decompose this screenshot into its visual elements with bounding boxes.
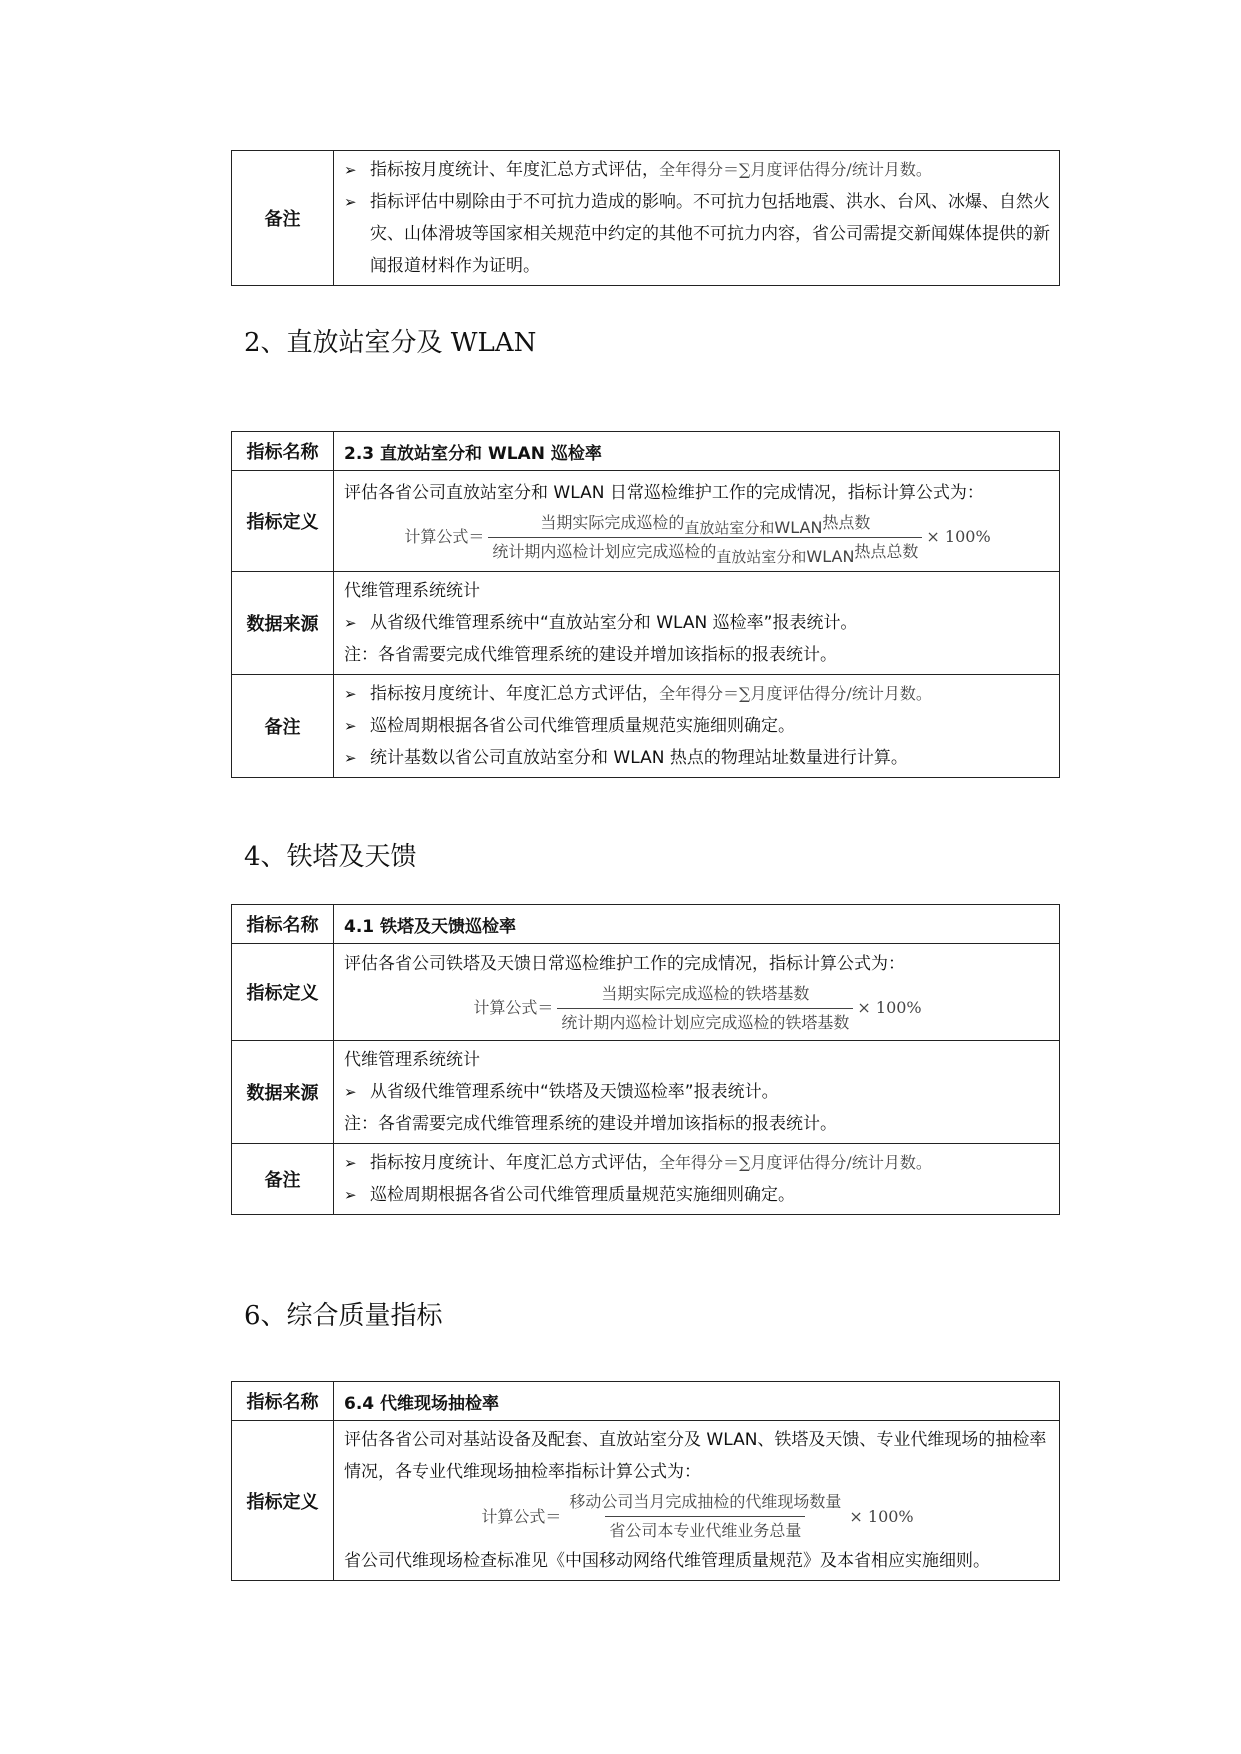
numerator-part: 当期实际完成巡检的	[540, 512, 685, 532]
fraction	[557, 980, 853, 1037]
indicator-name: 6.4 代维现场抽检率	[334, 1382, 1060, 1421]
source-system: 代维管理系统统计	[344, 1050, 480, 1070]
fraction-denominator: 省公司本专业代维业务总量	[605, 1516, 805, 1545]
row-label-name: 指标名称	[232, 432, 334, 471]
table-row	[232, 944, 1060, 1041]
definition-text: 评估各省公司直放站室分和 WLAN 日常巡检维护工作的完成情况，指标计算公式为：	[344, 482, 984, 503]
row-label-note: 备注	[232, 675, 334, 778]
inspection-cycle-text: 巡检周期根据各省公司代维管理质量规范实施细则确定。	[370, 1185, 795, 1205]
table-row	[232, 1382, 1060, 1421]
arrow-bullet-icon: ➢	[344, 749, 357, 767]
arrow-bullet-icon: ➢	[344, 685, 357, 703]
note-cell	[334, 1144, 1060, 1215]
source-report: 从省级代维管理系统中“直放站室分和 WLAN 巡检率”报表统计。	[370, 613, 858, 633]
table-row	[232, 1041, 1060, 1144]
statistic-base-text: 统计基数以省公司直放站室分和 WLAN 热点的物理站址数量进行计算。	[370, 748, 908, 768]
denominator-part: 直放站室分和	[716, 547, 807, 566]
force-majeure-text: 指标评估中剔除由于不可抗力造成的影响。不可抗力包括地震、洪水、台风、冰爆、自然火灾、山体滑坡等国家相关规范中约定的其他不可抗力内容，省公司需提交新闻媒体提供的新闻报道材料作为证明。	[370, 192, 1050, 276]
definition-text: 评估各省公司对基站设备及配套、直放站室分及 WLAN、铁塔及天馈、专业代维现场的抽检率情况，各专业代维现场抽检率指标计算公式为：	[344, 1430, 1047, 1482]
table-row	[232, 1144, 1060, 1215]
table-4-1	[231, 904, 1060, 1215]
formula-label: 计算公式＝	[481, 1506, 562, 1526]
list-item	[344, 678, 1051, 710]
row-label-source: 数据来源	[232, 572, 334, 675]
section-heading-4: 4、铁塔及天馈	[244, 842, 417, 872]
table-row	[232, 905, 1060, 944]
formula-multiplier: × 100%	[849, 1506, 914, 1526]
row-label-note: 备注	[232, 1144, 334, 1215]
source-cell	[334, 1041, 1060, 1144]
table-continued-note	[231, 150, 1060, 286]
table-row	[232, 572, 1060, 675]
eval-method-text: 指标按月度统计、年度汇总方式评估，	[370, 1153, 659, 1173]
list-item	[344, 1179, 1051, 1211]
table-row	[232, 432, 1060, 471]
section-heading-6: 6、综合质量指标	[244, 1301, 443, 1331]
section-heading-2: 2、直放站室分及 WLAN	[244, 328, 537, 358]
annual-score-formula: 全年得分＝∑月度评估得分/统计月数。	[659, 684, 932, 703]
fraction-numerator: 当期实际完成巡检的铁塔基数	[601, 983, 810, 1003]
fraction	[565, 1488, 845, 1545]
row-label-name: 指标名称	[232, 1382, 334, 1421]
table-row	[232, 151, 1060, 286]
inspection-cycle-text: 巡检周期根据各省公司代维管理质量规范实施细则确定。	[370, 716, 795, 736]
arrow-bullet-icon: ➢	[344, 1154, 357, 1172]
formula-multiplier: × 100%	[926, 527, 991, 546]
source-system: 代维管理系统统计	[344, 581, 480, 601]
list-item	[344, 186, 1051, 282]
arrow-bullet-icon: ➢	[344, 717, 357, 735]
definition-text: 评估各省公司铁塔及天馈日常巡检维护工作的完成情况，指标计算公式为：	[344, 953, 905, 974]
row-label-note: 备注	[232, 151, 334, 286]
row-label-definition: 指标定义	[232, 471, 334, 572]
note-cell	[334, 675, 1060, 778]
numerator-part: 热点数	[822, 512, 871, 532]
list-item	[344, 154, 1051, 186]
numerator-part: 直放站室分和	[684, 518, 775, 537]
list-item	[344, 742, 1051, 774]
table-2-3	[231, 431, 1060, 778]
source-report: 从省级代维管理系统中“铁塔及天馈巡检率”报表统计。	[370, 1082, 779, 1102]
source-cell	[334, 572, 1060, 675]
arrow-bullet-icon: ➢	[344, 1186, 357, 1204]
list-item	[344, 1147, 1051, 1179]
fraction-denominator: 统计期内巡检计划应完成巡检的铁塔基数	[557, 1008, 853, 1037]
arrow-bullet-icon: ➢	[344, 193, 357, 211]
fraction-denominator	[488, 537, 922, 566]
row-label-source: 数据来源	[232, 1041, 334, 1144]
row-label-definition: 指标定义	[232, 944, 334, 1041]
list-item	[344, 607, 1051, 639]
definition-cell	[334, 944, 1060, 1041]
arrow-bullet-icon: ➢	[344, 614, 357, 632]
formula	[344, 980, 1051, 1037]
table-row	[232, 471, 1060, 572]
indicator-name: 2.3 直放站室分和 WLAN 巡检率	[334, 432, 1060, 471]
formula	[344, 1488, 1051, 1545]
fraction	[488, 509, 922, 566]
annual-score-formula: 全年得分＝∑月度评估得分/统计月数。	[659, 1153, 932, 1172]
fraction-numerator	[536, 509, 874, 537]
definition-tail: 省公司代维现场检查标准见《中国移动网络代维管理质量规范》及本省相应实施细则。	[344, 1551, 990, 1571]
table-row	[232, 1421, 1060, 1581]
numerator-part: WLAN	[774, 517, 823, 537]
denominator-part: 热点总数	[854, 541, 919, 561]
formula-multiplier: × 100%	[857, 998, 922, 1017]
indicator-name: 4.1 铁塔及天馈巡检率	[334, 905, 1060, 944]
table-row	[232, 675, 1060, 778]
row-label-name: 指标名称	[232, 905, 334, 944]
arrow-bullet-icon: ➢	[344, 1083, 357, 1101]
source-note: 注：各省需要完成代维管理系统的建设并增加该指标的报表统计。	[344, 645, 837, 665]
list-item	[344, 710, 1051, 742]
table-6-4	[231, 1381, 1060, 1581]
formula-label: 计算公式＝	[473, 998, 554, 1017]
list-item	[344, 1076, 1051, 1108]
formula-label: 计算公式＝	[404, 527, 485, 546]
fraction-numerator: 移动公司当月完成抽检的代维现场数量	[569, 1492, 842, 1511]
denominator-part: WLAN	[806, 546, 855, 566]
row-label-definition: 指标定义	[232, 1421, 334, 1581]
denominator-part: 统计期内巡检计划应完成巡检的	[492, 541, 717, 561]
source-note: 注：各省需要完成代维管理系统的建设并增加该指标的报表统计。	[344, 1114, 837, 1134]
arrow-bullet-icon: ➢	[344, 161, 357, 179]
definition-cell	[334, 1421, 1060, 1581]
note-cell	[334, 151, 1060, 286]
definition-cell	[334, 471, 1060, 572]
formula	[344, 509, 1051, 566]
annual-score-formula: 全年得分＝∑月度评估得分/统计月数。	[659, 160, 932, 179]
eval-method-text: 指标按月度统计、年度汇总方式评估，	[370, 684, 659, 704]
eval-method-text: 指标按月度统计、年度汇总方式评估，	[370, 160, 659, 180]
